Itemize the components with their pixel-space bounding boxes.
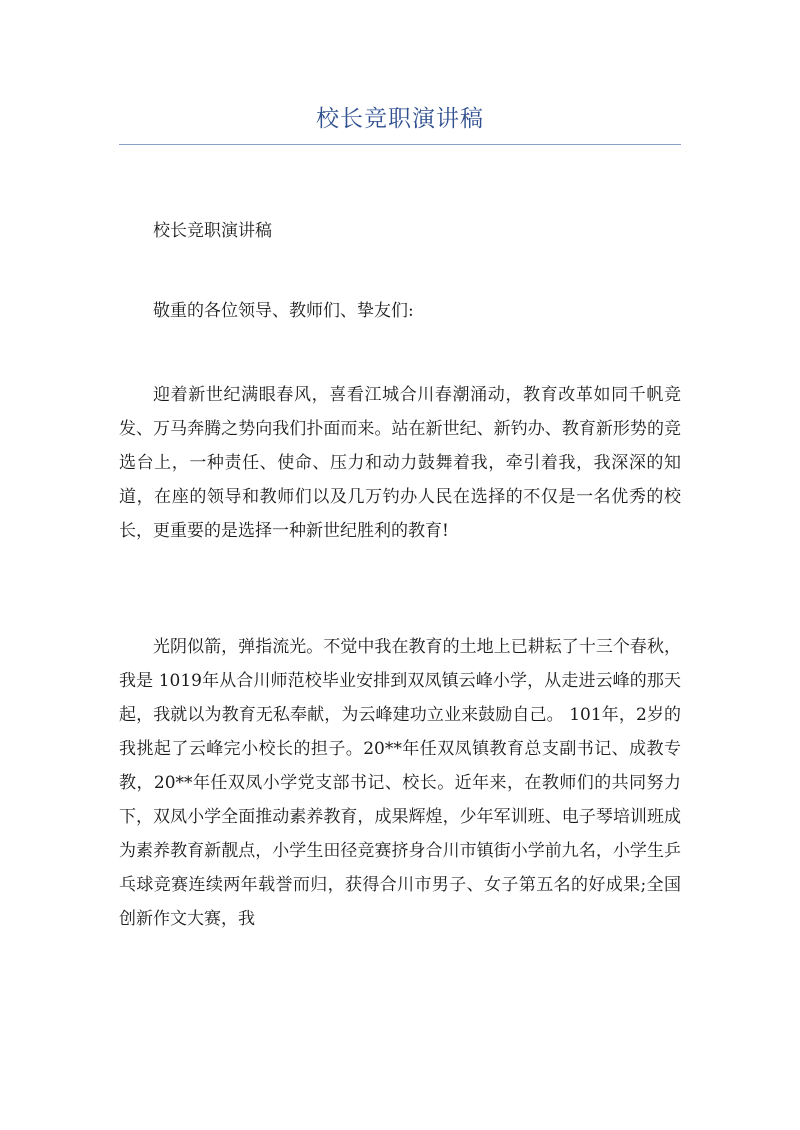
document-subtitle: 校长竞职演讲稿	[153, 221, 272, 241]
paragraph-1: 迎着新世纪满眼春风，喜看江城合川春潮涌动，教育改革如同千帆竞发、万马奔腾之势向我们扑面而来。站在新世纪、新钓办、教育新形势的竞选台上，一种责任、使命、压力和动力鼓舞着我，牵引着我，我深深的知道，在座的领导和教师们以及几万钓办人民在选择的不仅是一名优秀的校长，更重要的是选择一种新世纪胜利的教育!	[119, 385, 681, 541]
salutation: 敬重的各位领导、教师们、挚友们:	[153, 301, 414, 321]
paragraph-2: 光阴似箭，弹指流光。不觉中我在教育的土地上已耕耘了十三个春秋，我是 1019年从合川师范校毕业安排到双凤镇云峰小学，从走进云峰的那天起，我就以为教育无私奉献，为云峰建功立业来鼓励自己。 101年，2岁的我挑起了云峰完小校长的担子。20**年任双凤镇教育总支副书记、成教专教，20**年任双凤小学党支部书记、校长。近年来，在教师们的共同努力下，双凤小学全面推动素养教育，成果辉煌，少年军训班、电子琴培训班成为素养教育新靓点，小学生田径竞赛挤身合川市镇街小学前九名，小学生乒乓球竞赛连续两年载誉而归，获得合川市男子、女子第五名的好成果;全国创新作文大赛，我	[119, 637, 681, 929]
title-divider	[119, 144, 681, 145]
document-title: 校长竞职演讲稿	[316, 106, 484, 132]
